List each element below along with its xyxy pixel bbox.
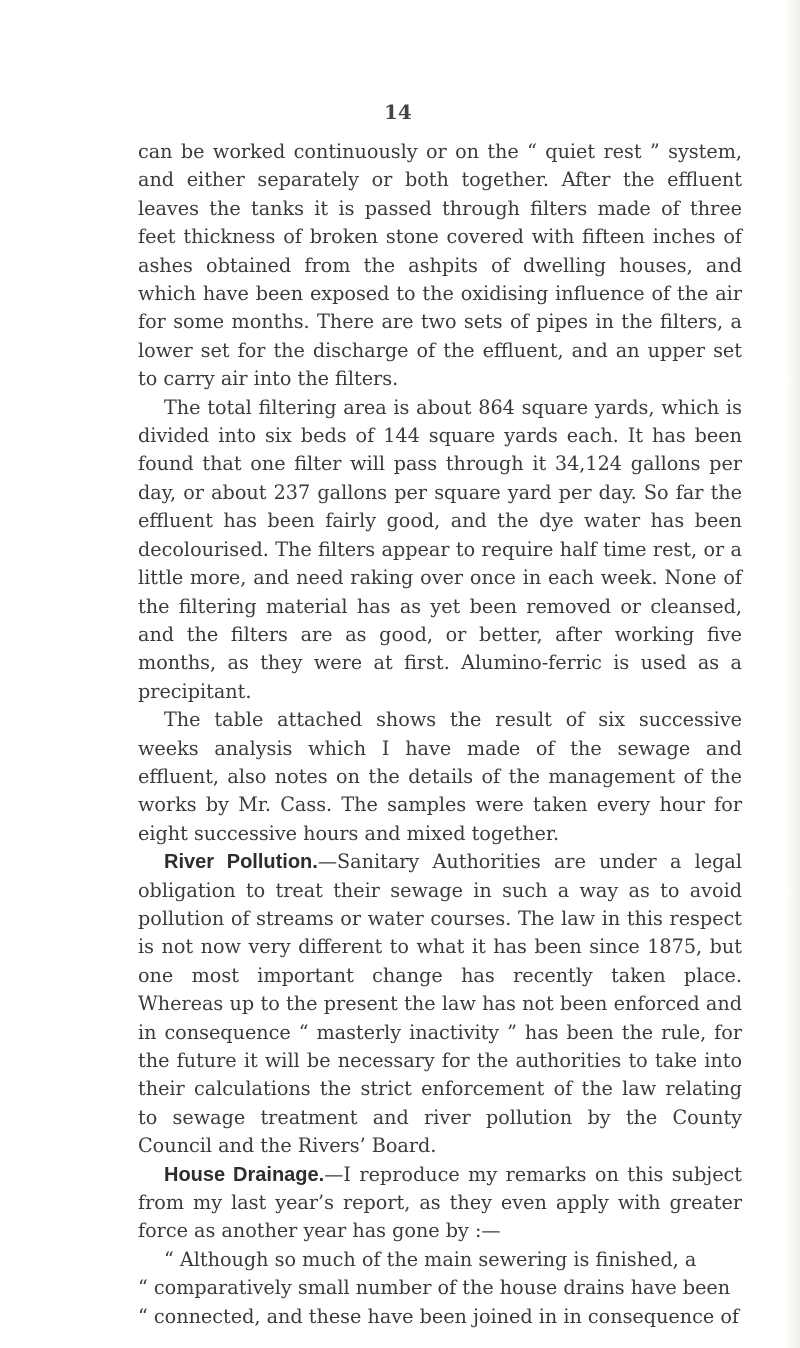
house-drainage-text: —I reproduce my remarks on this subject from my last year’s report, as they even apply with greater force as another year has gone by :— [138,1162,743,1243]
body-text [138,138,742,1331]
quote-line: “ comparatively small number of the house drains have been [138,1276,731,1300]
paragraph-filtering-area: The total filtering area is about 864 square yards, which is divided into six beds of 144 square yards each. It has been found that one filter will pass through it 34,124 gallons per day, or about 237 gallons per square yard per day. So far the effluent has been fairly good, and the dye water has been decolourised. The filters appear to require half time rest, or a little more, and need raking over once in each week. None of the filtering material has as yet been removed or cleansed, and the filters are as good, or better, after working five months, as they were at first. Alumino-ferric is used as a precipitant. [138,395,742,703]
quote-line: “ Although so much of the main sewering is finished, a [164,1247,697,1271]
page-number: 14 [384,100,412,124]
river-pollution-text: —Sanitary Authorities are under a legal obligation to treat their sewage in such a way as to avoid pollution of streams or water courses. The law in this respect is not now very different to what it has been since 1875, but one most important change has recently taken place. Whereas up to the present the law has not been enforced and in consequence “ masterly inactivity ” has been the rule, for the future it will be necessary for the authorities to take into their calculations the strict enforcement of the law relating to sewage treatment and river pollution by the County Council and the Rivers’ Board. [138,850,742,1158]
paragraph-house-drainage [138,1161,742,1246]
quoted-remarks [138,1246,742,1331]
quote-line: “ connected, and these have been joined in in consequence of [138,1304,739,1328]
paragraph-river-pollution [138,848,742,1160]
paragraph-filters-description: can be worked continuously or on the “ quiet rest ” system, and either separately or both together. After the effluent leaves the tanks it is passed through filters made of three feet thickness of broken stone covered with fifteen inches of ashes obtained from the ashpits of dwelling houses, and which have been exposed to the oxidising influence of the air for some months. There are two sets of pipes in the filters, a lower set for the discharge of the effluent, and an upper set to carry air into the filters. [138,140,742,391]
page-edge-shadow [786,0,800,1348]
section-heading-river-pollution: River Pollution. [164,851,318,874]
paragraph-analysis-table: The table attached shows the result of six successive weeks analysis which I have made of the sewage and effluent, also notes on the details of the management of the works by Mr. Cass. The samples were taken every hour for eight successive hours and mixed together. [138,708,742,845]
section-heading-house-drainage: House Drainage. [164,1163,325,1186]
